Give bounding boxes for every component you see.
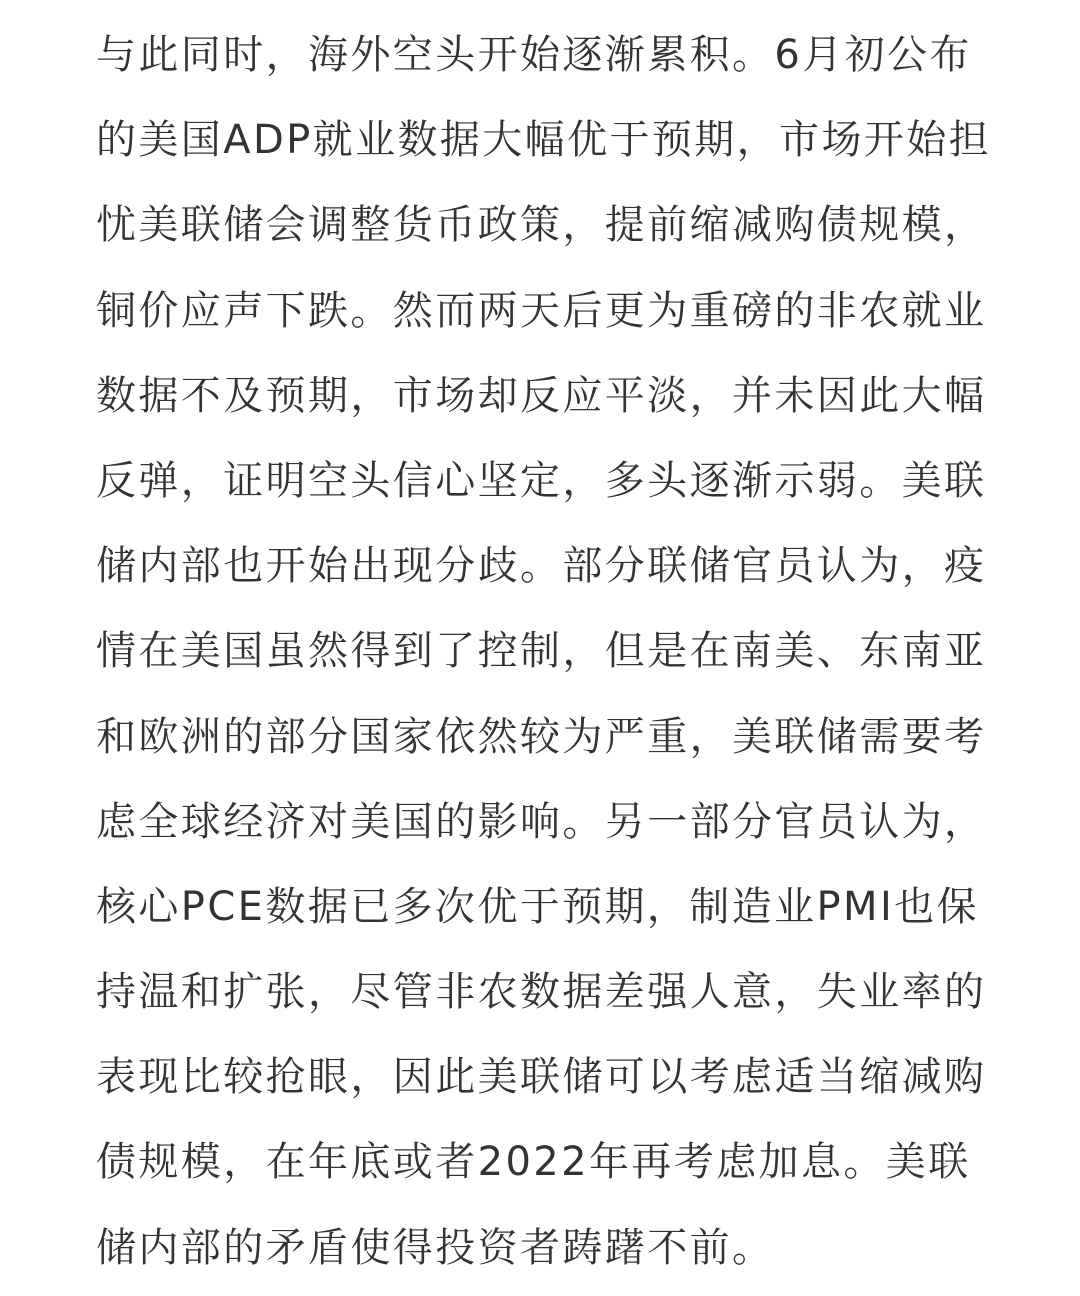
text-line: 情在美国虽然得到了控制，但是在南美、东南亚: [96, 628, 987, 675]
text-line: 核心PCE数据已多次优于预期，制造业PMI也保: [96, 883, 979, 930]
text-line: 债规模，在年底或者2022年再考虑加息。美联: [96, 1139, 971, 1186]
text-line: 的美国ADP就业数据大幅优于预期，市场开始担: [96, 117, 992, 164]
text-line: 反弹，证明空头信心坚定，多头逐渐示弱。美联: [96, 457, 987, 504]
text-line: 数据不及预期，市场却反应平淡，并未因此大幅: [96, 372, 987, 419]
text-line: 与此同时，海外空头开始逐渐累积。6月初公布: [96, 32, 972, 78]
text-line: 忧美联储会调整货币政策，提前缩减购债规模，: [96, 202, 987, 249]
text-line: 虑全球经济对美国的影响。另一部分官员认为，: [96, 798, 987, 845]
text-line: 储内部也开始出现分歧。部分联储官员认为，疫: [96, 543, 987, 590]
text-line: 持温和扩张，尽管非农数据差强人意，失业率的: [96, 969, 987, 1016]
text-line: 表现比较抢眼，因此美联储可以考虑适当缩减购: [96, 1054, 987, 1101]
text-line: 和欧洲的部分国家依然较为严重，美联储需要考: [96, 713, 987, 760]
article-paragraph: [96, 18, 1016, 1296]
text-line: 储内部的矛盾使得投资者踌躇不前。: [96, 1224, 775, 1271]
text-line: 铜价应声下跌。然而两天后更为重磅的非农就业: [96, 287, 987, 334]
